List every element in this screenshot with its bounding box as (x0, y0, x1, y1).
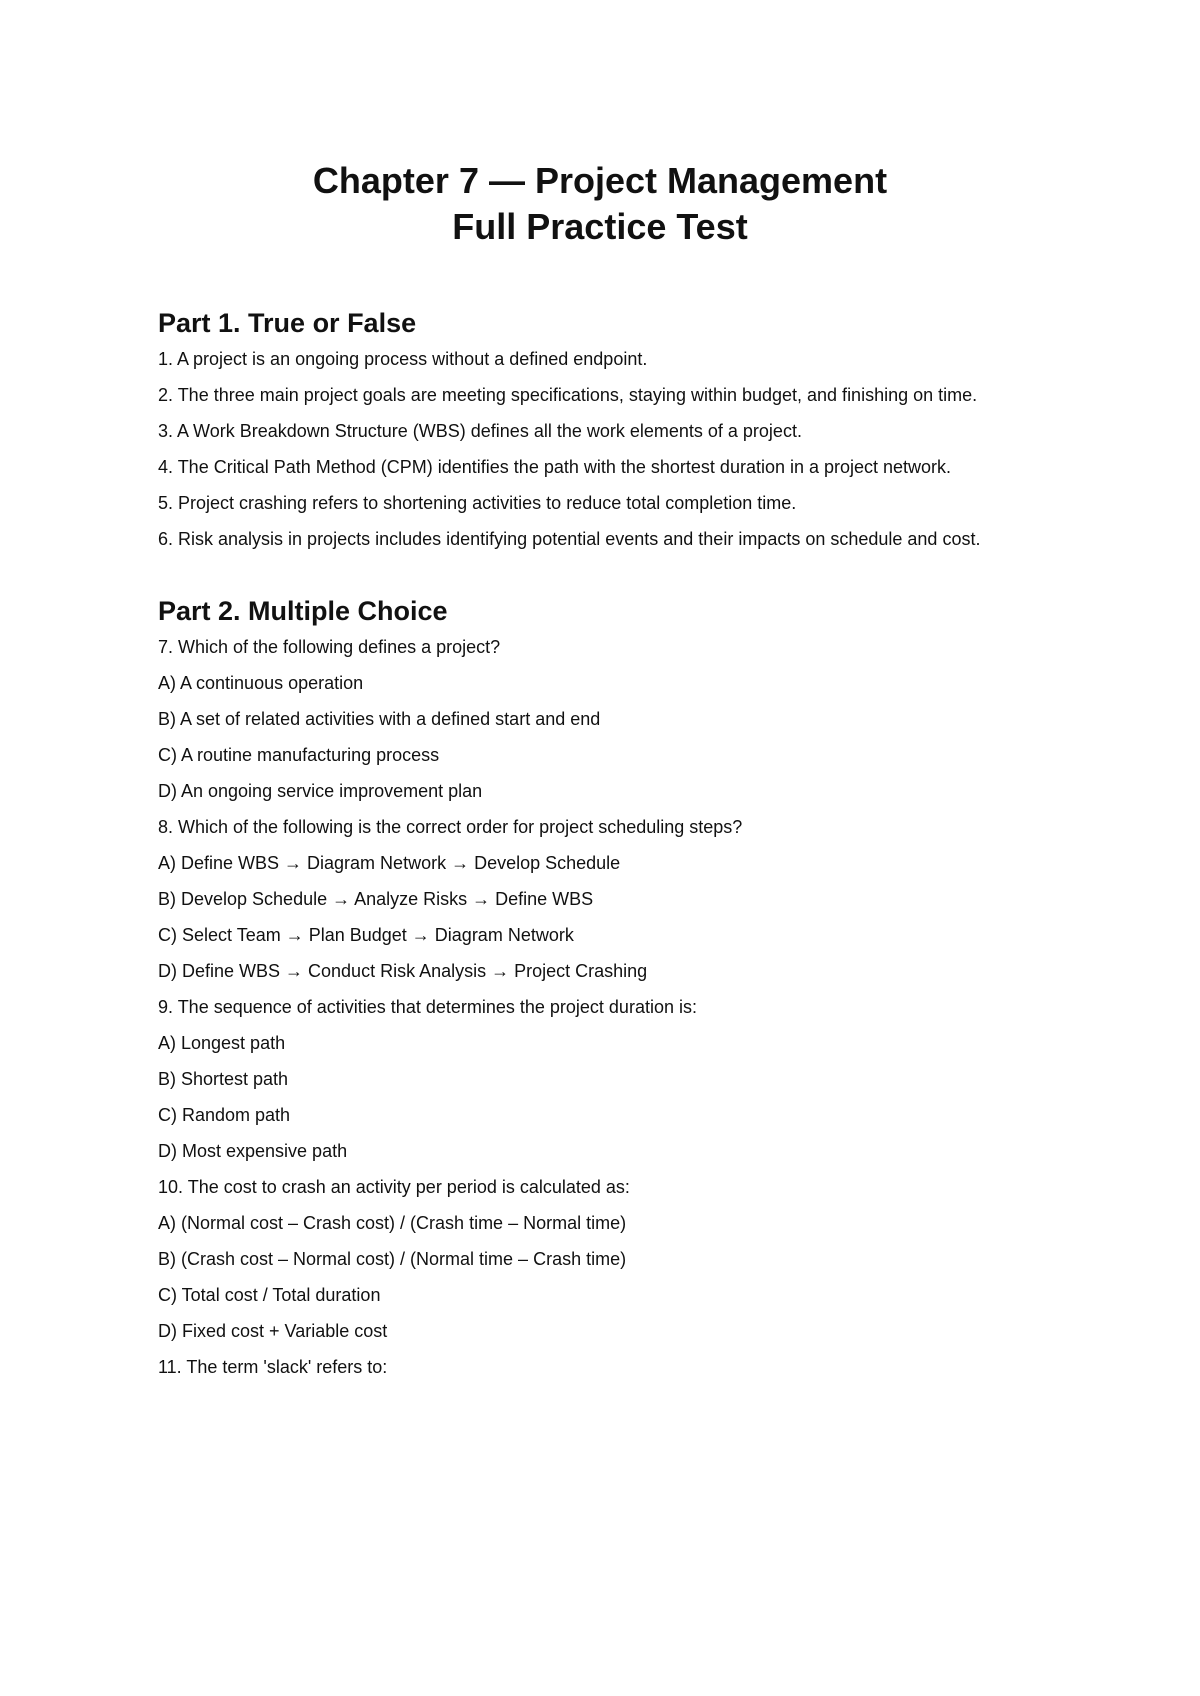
title-line-subtitle: Full Practice Test (452, 206, 748, 247)
mc-option-10c: C) Total cost / Total duration (158, 1285, 381, 1305)
tf-question-4: 4. The Critical Path Method (CPM) identifies the path with the shortest duration in a project network. (158, 457, 952, 477)
mc-option-8b: B) Develop Schedule → Analyze Risks → Define WBS (158, 889, 594, 909)
mc-question-block-7 (158, 635, 1048, 803)
section-heading-part1: Part 1. True or False (158, 308, 417, 338)
mc-option-10d: D) Fixed cost + Variable cost (158, 1321, 388, 1341)
mc-option-8a: A) Define WBS → Diagram Network → Develop Schedule (158, 853, 621, 873)
mc-option-10a: A) (Normal cost – Crash cost) / (Crash time – Normal time) (158, 1213, 627, 1233)
mc-option-7b: B) A set of related activities with a defined start and end (158, 709, 601, 729)
mc-question-10: 10. The cost to crash an activity per period is calculated as: (158, 1177, 630, 1197)
mc-option-7d: D) An ongoing service improvement plan (158, 781, 483, 801)
document-body (158, 305, 1048, 1391)
tf-question-3: 3. A Work Breakdown Structure (WBS) defines all the work elements of a project. (158, 421, 802, 441)
section-true-false (158, 305, 1048, 551)
section-multiple-choice (158, 593, 1048, 1379)
tf-question-1: 1. A project is an ongoing process without a defined endpoint. (158, 349, 648, 369)
section-spacer (158, 563, 1048, 593)
mc-option-7a: A) A continuous operation (158, 673, 364, 693)
title-line-chapter: Chapter 7 — Project Management (312, 160, 888, 201)
tf-question-2: 2. The three main project goals are meeting specifications, staying within budget, and finishing on time. (158, 385, 978, 405)
mc-option-8d: D) Define WBS → Conduct Risk Analysis → Project Crashing (158, 961, 648, 981)
tf-question-5: 5. Project crashing refers to shortening activities to reduce total completion time. (158, 493, 797, 513)
document-title (0, 158, 1200, 250)
mc-question-8: 8. Which of the following is the correct order for project scheduling steps? (158, 817, 743, 837)
mc-question-11: 11. The term 'slack' refers to: (158, 1357, 388, 1377)
mc-question-block-9 (158, 995, 1048, 1163)
mc-question-block-8 (158, 815, 1048, 983)
tf-question-6: 6. Risk analysis in projects includes identifying potential events and their impacts on schedule and cost. (158, 529, 981, 549)
mc-question-block-10 (158, 1175, 1048, 1343)
mc-question-block-11 (158, 1355, 1048, 1379)
mc-question-9: 9. The sequence of activities that determines the project duration is: (158, 997, 697, 1017)
mc-option-9d: D) Most expensive path (158, 1141, 348, 1161)
mc-option-10b: B) (Crash cost – Normal cost) / (Normal time – Crash time) (158, 1249, 627, 1269)
mc-option-7c: C) A routine manufacturing process (158, 745, 440, 765)
mc-option-9a: A) Longest path (158, 1033, 286, 1053)
mc-option-9c: C) Random path (158, 1105, 291, 1125)
mc-option-9b: B) Shortest path (158, 1069, 289, 1089)
mc-option-8c: C) Select Team → Plan Budget → Diagram Network (158, 925, 574, 945)
mc-question-7: 7. Which of the following defines a project? (158, 637, 501, 657)
section-heading-part2: Part 2. Multiple Choice (158, 596, 448, 626)
